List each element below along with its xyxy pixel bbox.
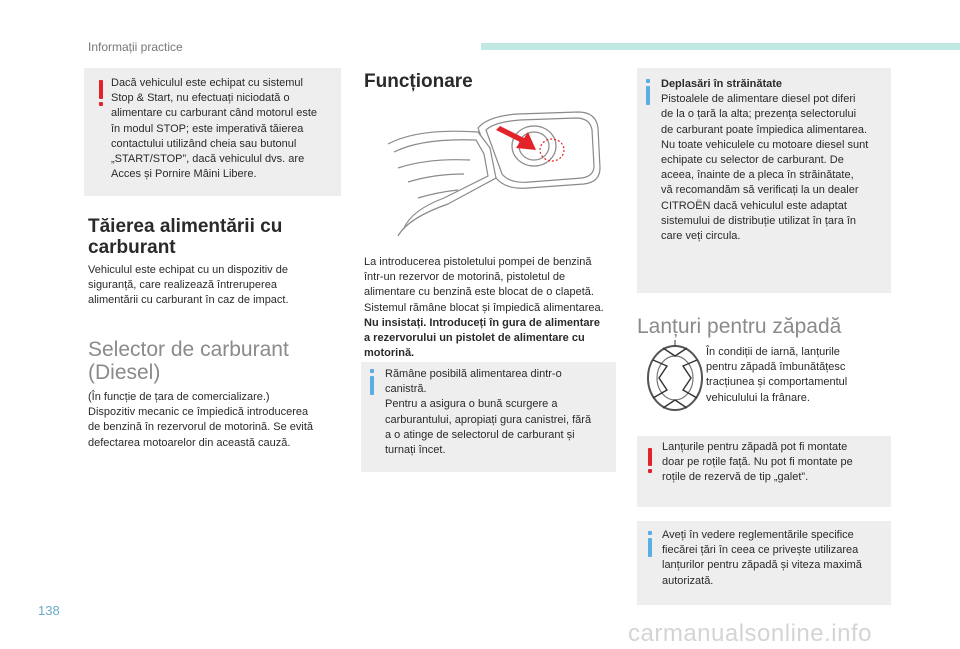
fuel-cut-body bbox=[88, 263, 289, 309]
text-line-bold: a rezervorului un pistolet de alimentare cu bbox=[364, 332, 585, 345]
info-box-abroad bbox=[637, 68, 891, 293]
text-line: fiecărei țări în ceea ce privește utilizarea bbox=[662, 544, 859, 557]
info-icon bbox=[646, 86, 650, 105]
heading-functioning: Funcționare bbox=[364, 71, 473, 92]
text-line: (În funcție de țara de comercializare.) bbox=[88, 391, 270, 403]
fuel-filler-illustration bbox=[378, 108, 608, 240]
text-line: canistră. bbox=[385, 383, 427, 396]
warning-icon-dot bbox=[99, 102, 103, 106]
text-line: siguranță, care realizează întreruperea bbox=[88, 279, 277, 292]
text-line: lanțurilor pentru zăpadă și viteza maximă bbox=[662, 559, 862, 572]
fuel-filler-drawing bbox=[378, 108, 608, 240]
text-line: echipate cu selector de carburant. De bbox=[661, 154, 844, 167]
text-line: doar pe roțile față. Nu pot fi montate pe bbox=[662, 456, 853, 469]
text-line: într-un rezervor de motorină, pistoletul de bbox=[364, 271, 566, 284]
warning-text-stop-start bbox=[111, 76, 339, 182]
text-line: contactului utilizând cheia sau butonul bbox=[111, 137, 297, 150]
warning-box-snow-chains bbox=[637, 436, 891, 507]
functioning-body bbox=[364, 255, 604, 361]
text-line: alimentare cu carburant când motorul este bbox=[111, 107, 318, 120]
text-line: de la o țară la alta; prezența selectorului bbox=[661, 108, 857, 121]
info-icon-dot bbox=[648, 531, 652, 535]
text-line: sistemului de distribuție utilizat în țara în bbox=[661, 214, 857, 227]
snow-chain-illustration bbox=[645, 340, 705, 412]
text-line: pentru zăpadă îmbunătățesc bbox=[706, 361, 846, 374]
text-line: turnați încet. bbox=[385, 444, 446, 457]
text-line: În condiții de iarnă, lanțurile bbox=[706, 346, 840, 358]
text-line: a o atinge de selectorul de carburant și bbox=[385, 428, 575, 441]
header-bar bbox=[481, 43, 960, 50]
text-line: alimentării cu carburant în caz de impact. bbox=[88, 294, 289, 307]
heading-snow-chains: Lanțuri pentru zăpadă bbox=[637, 315, 842, 338]
info-icon-dot bbox=[370, 369, 374, 373]
info-box-canister bbox=[361, 362, 616, 472]
text-line: Sistemul rămâne blocat și împiedică alimentarea. bbox=[364, 301, 604, 314]
snow-chain-tire-icon bbox=[645, 340, 705, 412]
text-line: în modul STOP; este imperativă tăierea bbox=[111, 122, 304, 135]
text-line: Aveți în vedere reglementările specifice bbox=[662, 529, 854, 541]
text-line: de carburant poate împiedica alimentarea. bbox=[661, 123, 868, 136]
text-line: Nu toate vehiculele cu motoare diesel sunt bbox=[661, 138, 869, 151]
text-line: La introducerea pistoletului pompei de benzină bbox=[364, 256, 592, 268]
text-line: „START/STOP”, dacă vehiculul dvs. are bbox=[111, 153, 305, 166]
text-line: roțile de rezervă de tip „galet”. bbox=[662, 471, 809, 484]
info-icon-dot bbox=[646, 79, 650, 83]
text-line: Stop & Start, nu efectuați niciodată o bbox=[111, 92, 290, 105]
warning-box-stop-start bbox=[84, 68, 341, 196]
warning-icon bbox=[648, 448, 652, 466]
text-line: alimentare cu benzină este blocat de o clapetă. bbox=[364, 286, 594, 299]
text-line: Dacă vehiculul este echipat cu sistemul bbox=[111, 77, 303, 89]
snow-chains-body bbox=[706, 345, 847, 406]
text-line: tracțiunea și comportamentul bbox=[706, 376, 848, 389]
heading-fuel-cut bbox=[88, 216, 282, 258]
text-line-bold: Nu insistați. Introduceți în gura de alimentare bbox=[364, 316, 600, 329]
info-text-snow-chains bbox=[662, 528, 888, 589]
text-line: Acces și Pornire Mâini Libere. bbox=[111, 168, 257, 181]
text-line: Rămâne posibilă alimentarea dintr-o bbox=[385, 368, 562, 380]
info-text-abroad bbox=[661, 77, 889, 244]
warning-text-snow-chains bbox=[662, 440, 888, 486]
text-line: Lanțurile pentru zăpadă pot fi montate bbox=[662, 441, 848, 453]
heading-line: carburant bbox=[88, 237, 176, 258]
warning-icon-dot bbox=[648, 469, 652, 473]
text-line: autorizată. bbox=[662, 574, 714, 587]
text-line: Dispozitiv mecanic ce împiedică introducerea bbox=[88, 406, 309, 419]
page-number: 138 bbox=[38, 603, 60, 618]
heading-line: Selector de carburant bbox=[88, 338, 289, 361]
text-line: care veți circula. bbox=[661, 230, 741, 243]
text-line: de benzină în rezervorul de motorină. Se evită bbox=[88, 421, 314, 434]
section-header: Informații practice bbox=[88, 40, 183, 54]
text-line: aceea, înainte de a pleca în străinătate, bbox=[661, 169, 854, 182]
text-line: Pistoalele de alimentare diesel pot diferi bbox=[661, 93, 856, 106]
text-line-bold: motorină. bbox=[364, 347, 415, 360]
info-icon bbox=[370, 376, 374, 395]
heading-line: Tăierea alimentării cu bbox=[88, 216, 283, 237]
watermark: carmanualsonline.info bbox=[628, 620, 872, 647]
text-line: Pentru a asigura o bună scurgere a bbox=[385, 398, 558, 411]
text-line: vă recomandăm să verificați la un dealer bbox=[661, 184, 859, 197]
info-box-snow-chains bbox=[637, 521, 891, 605]
text-line: CITROËN dacă vehiculul este adaptat bbox=[661, 199, 847, 212]
text-line: carburantului, apropiați gura canistrei, fără bbox=[385, 413, 592, 426]
text-line: vehiculului la frânare. bbox=[706, 391, 810, 404]
warning-icon bbox=[99, 80, 103, 99]
text-line: Vehiculul este echipat cu un dispozitiv de bbox=[88, 264, 288, 276]
info-text-canister bbox=[385, 367, 615, 458]
heading-line: (Diesel) bbox=[88, 361, 161, 384]
heading-fuel-selector bbox=[88, 338, 289, 384]
info-icon bbox=[648, 538, 652, 557]
info-title: Deplasări în străinătate bbox=[661, 78, 783, 90]
text-line: defectarea motoarelor din această cauză. bbox=[88, 436, 291, 449]
fuel-selector-body bbox=[88, 390, 313, 451]
